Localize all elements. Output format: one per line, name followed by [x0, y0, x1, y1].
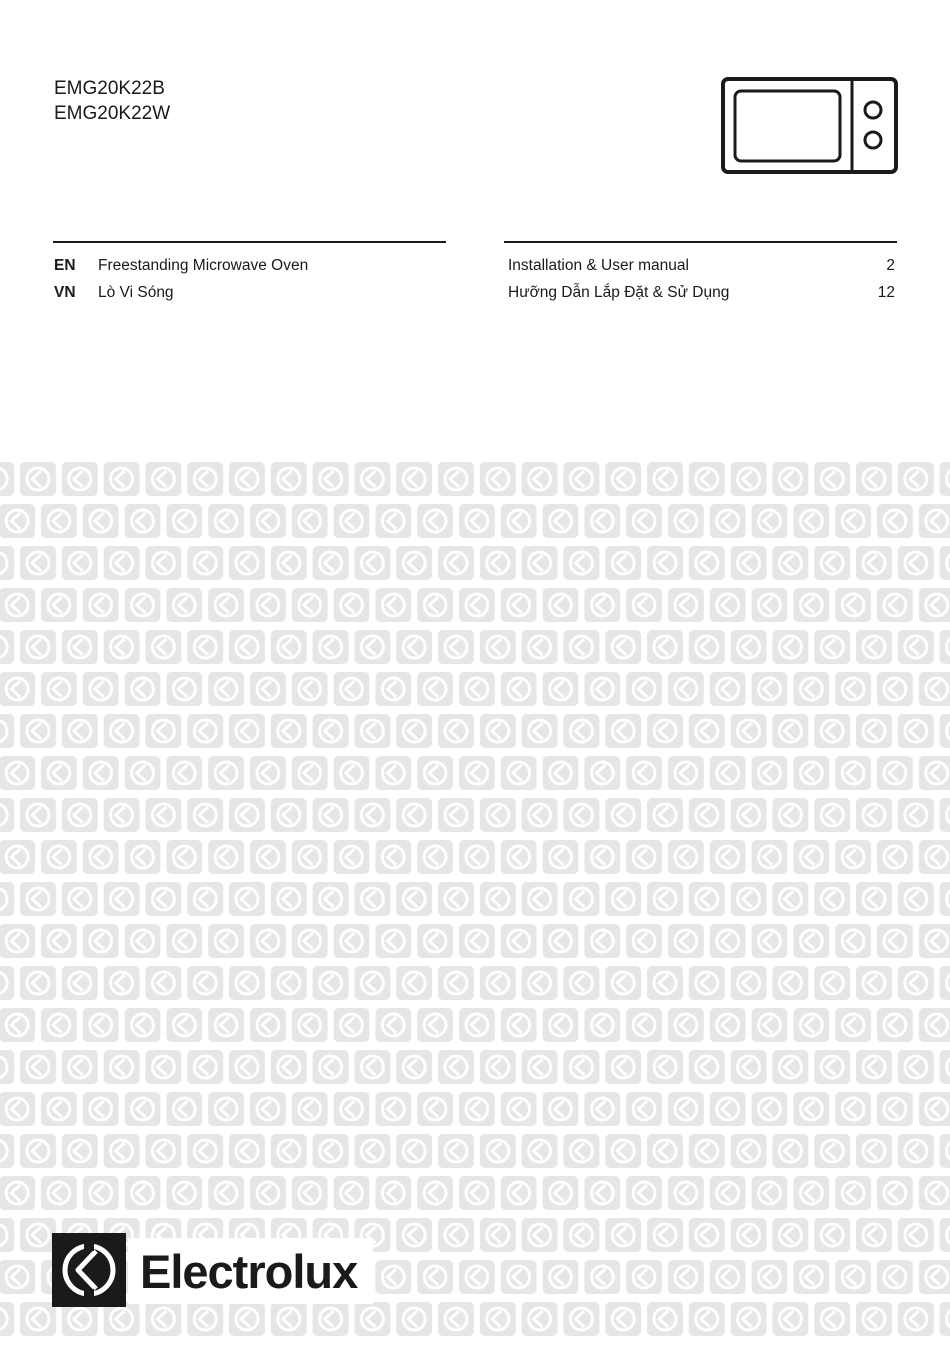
model-list: [54, 76, 170, 126]
product-name: Lò Vi Sóng: [98, 284, 174, 301]
page-number: 12: [877, 284, 895, 301]
microwave-icon: [720, 76, 900, 176]
language-code: VN: [54, 284, 76, 301]
model-number: EMG20K22B: [54, 78, 165, 99]
electrolux-pattern-background: [0, 462, 950, 1342]
model-number: EMG20K22W: [54, 103, 171, 124]
divider: [53, 241, 446, 243]
product-name: Freestanding Microwave Oven: [98, 257, 309, 274]
brand-wordmark: Electrolux: [140, 1245, 358, 1298]
electrolux-logo-icon: [52, 1233, 126, 1307]
manual-title-vn: Hưỡng Dẫn Lắp Đặt & Sử Dụng: [508, 284, 730, 301]
divider: [504, 241, 897, 243]
manual-title-en: Installation & User manual: [508, 257, 689, 274]
language-code: EN: [54, 257, 76, 274]
page-number: 2: [886, 257, 895, 274]
